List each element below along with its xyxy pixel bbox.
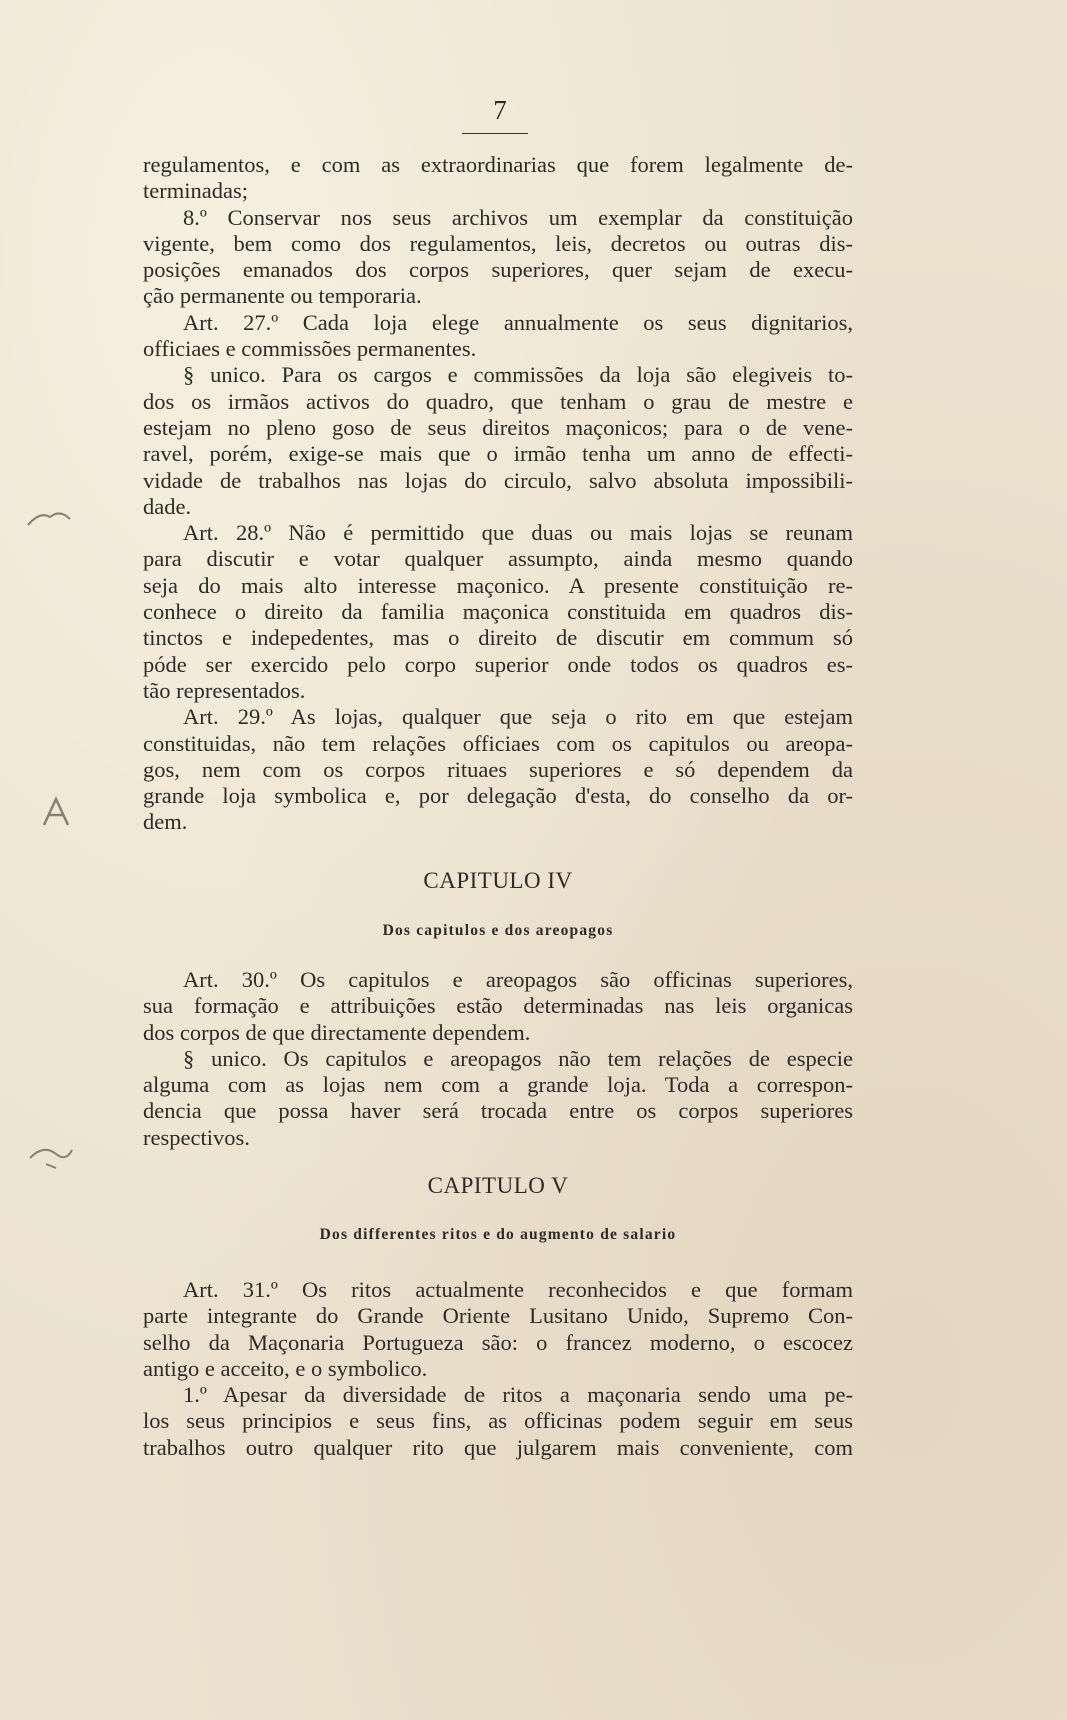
chapter-4-subheading-block bbox=[143, 920, 853, 942]
text-line: grande loja symbolica e, por delegação d'esta, do conselho da or- bbox=[143, 783, 853, 809]
text-line: regulamentos, e com as extraordinarias que forem legalmente de- bbox=[143, 152, 853, 177]
text-line: antigo e acceito, e o symbolico. bbox=[143, 1355, 428, 1381]
text-line: § unico. Os capitulos e areopagos não tem relações de especie bbox=[183, 1045, 853, 1071]
text-line: constituidas, não tem relações officiaes com os capitulos ou areopa- bbox=[143, 730, 853, 756]
chapter-subheading: Dos capitulos e dos areopagos bbox=[382, 922, 614, 939]
text-line: trabalhos outro qualquer rito que julgarem mais conveniente, com bbox=[143, 1434, 853, 1460]
text-line: póde ser exercido pelo corpo superior onde todos os quadros es- bbox=[143, 651, 853, 677]
text-line: selho da Maçonaria Portugueza são: o francez moderno, o escocez bbox=[143, 1329, 853, 1355]
binding-mark-icon bbox=[26, 505, 72, 531]
text-line: tão representados. bbox=[143, 677, 306, 703]
text-line: 1.º Apesar da diversidade de ritos a maçonaria sendo uma pe- bbox=[183, 1382, 853, 1408]
page-number-rule bbox=[462, 133, 528, 134]
page-number: 7 bbox=[493, 95, 507, 125]
text-line: terminadas; bbox=[143, 178, 248, 204]
text-line: alguma com as lojas nem com a grande loja. Toda a correspon- bbox=[143, 1072, 853, 1098]
text-line: seja do mais alto interesse maçonico. A presente constituição re- bbox=[143, 572, 853, 598]
text-line: tinctos e indepedentes, mas o direito de discutir em commum só bbox=[143, 625, 853, 651]
text-line: los seus principios e seus fins, as officinas podem seguir em seus bbox=[143, 1408, 853, 1434]
text-line: vigente, bem como dos regulamentos, leis, decretos ou outras dis- bbox=[143, 230, 853, 256]
chapter-5-subheading-block bbox=[143, 1224, 853, 1246]
text-block-articles-27-29 bbox=[143, 152, 853, 836]
text-line: estejam no pleno goso de seus direitos maçonicos; para o de vene- bbox=[143, 414, 853, 440]
text-line: ravel, porém, exige-se mais que o irmão tenha um anno de effecti- bbox=[143, 441, 853, 467]
text-line: para discutir e votar qualquer assumpto, ainda mesmo quando bbox=[143, 546, 853, 572]
text-line: dos os irmãos activos do quadro, que tenham o grau de mestre e bbox=[143, 388, 853, 414]
text-line: Art. 31.º Os ritos actualmente reconhecidos e que formam bbox=[183, 1277, 853, 1302]
binding-mark-icon bbox=[28, 1140, 74, 1170]
chapter-5-heading-block bbox=[143, 1171, 853, 1201]
text-line: posições emanados dos corpos superiores, quer sejam de execu- bbox=[143, 257, 853, 283]
text-block-article-31 bbox=[143, 1277, 853, 1461]
text-line: Art. 28.º Não é permittido que duas ou mais lojas se reunam bbox=[183, 520, 853, 546]
text-line: Art. 30.º Os capitulos e areopagos são officinas superiores, bbox=[183, 967, 853, 992]
chapter-4-heading-block bbox=[143, 866, 853, 896]
text-line: vidade de trabalhos nas lojas do circulo, salvo absoluta impossibili- bbox=[143, 467, 853, 493]
text-line: § unico. Para os cargos e commissões da loja são elegiveis to- bbox=[183, 362, 853, 388]
text-line: sua formação e attribuições estão determinadas nas leis organicas bbox=[143, 993, 853, 1019]
text-line: parte integrante do Grande Oriente Lusitano Unido, Supremo Con- bbox=[143, 1303, 853, 1329]
text-line: dem. bbox=[143, 809, 188, 835]
text-line: conhece o direito da familia maçonica constituida em quadros dis- bbox=[143, 599, 853, 625]
text-line: Art. 29.º As lojas, qualquer que seja o rito em que estejam bbox=[183, 704, 853, 730]
binding-mark-icon bbox=[40, 795, 74, 829]
text-line: respectivos. bbox=[143, 1124, 250, 1150]
text-line: Art. 27.º Cada loja elege annualmente os seus dignitarios, bbox=[183, 309, 853, 335]
text-line: gos, nem com os corpos rituaes superiores e só dependem da bbox=[143, 756, 853, 782]
chapter-heading: CAPITULO IV bbox=[423, 868, 573, 893]
text-line: dade. bbox=[143, 493, 192, 519]
chapter-heading: CAPITULO V bbox=[427, 1173, 569, 1198]
text-block-article-30 bbox=[143, 967, 853, 1151]
text-line: ção permanente ou temporaria. bbox=[143, 283, 422, 309]
chapter-subheading: Dos differentes ritos e do augmento de salario bbox=[319, 1226, 677, 1243]
text-line: officiaes e commissões permanentes. bbox=[143, 336, 477, 362]
text-line: 8.º Conservar nos seus archivos um exemplar da constituição bbox=[183, 204, 853, 230]
text-line: dencia que possa haver será trocada entre os corpos superiores bbox=[143, 1098, 853, 1124]
text-line: dos corpos de que directamente dependem. bbox=[143, 1019, 531, 1045]
